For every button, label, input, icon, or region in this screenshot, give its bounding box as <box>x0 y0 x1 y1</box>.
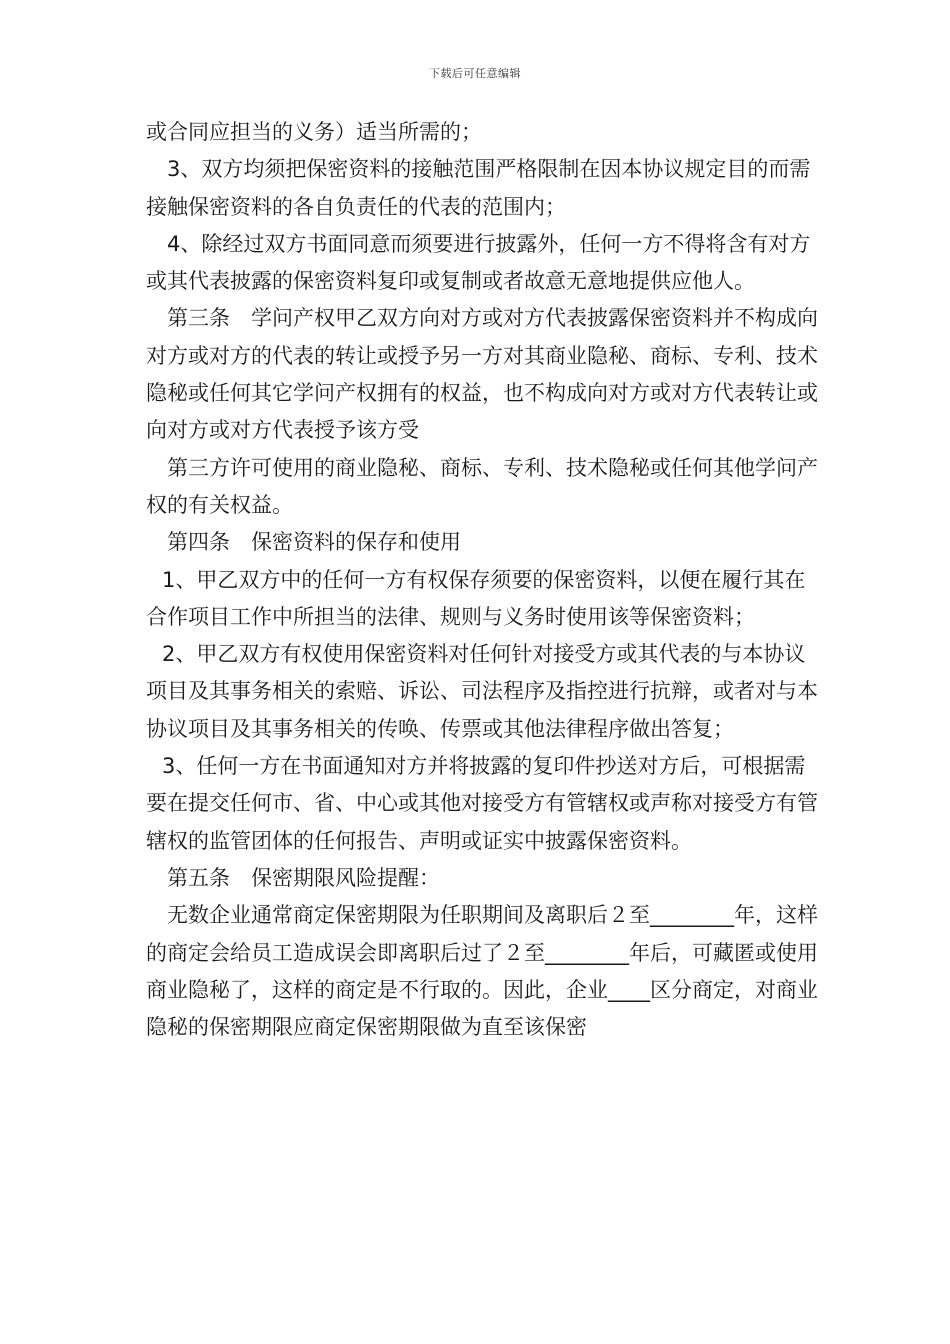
heading-article-4: 第四条 保密资料的保存和使用 <box>167 530 461 555</box>
page-header-note: 下载后可任意编辑 <box>429 67 521 80</box>
paragraph-article-3: 第三条 学问产权甲乙双方向对方或对方代表披露保密资料并不构成向对方或对方的代表的转让或授予另一方对其商业隐秘、商标、专利、技术隐秘或任何其它学问产权拥有的权益，也不构成向对方或对方代表转让或向对方或对方代表授予该方受 <box>146 306 818 443</box>
paragraph-article-4-item-3: 3、任何一方在书面通知对方并将披露的复印件抄送对方后，可根据需要在提交任何市、省、中心或其他对接受方有管辖权或声称对接受方有管辖权的监管团体的任何报告、声明或证实中披露保密资料。 <box>146 754 818 853</box>
paragraph-clause-4: 4、除经过双方书面同意而须要进行披露外，任何一方不得将含有对方或其代表披露的保密资料复印或复制或者故意无意地提供应他人。 <box>146 231 811 294</box>
paragraph-obligation-end: 或合同应担当的义务）适当所需的； <box>146 120 482 144</box>
paragraph-article-4-item-2: 2、甲乙双方有权使用保密资料对任何针对接受方或其代表的与本协议项目及其事务相关的索赔、诉讼、司法程序及指控进行抗辩，或者对与本协议项目及其事务相关的传唤、传票或其他法律程序做出答复； <box>146 642 818 741</box>
paragraph-article-4-item-1: 1、甲乙双方中的任何一方有权保存须要的保密资料，以便在履行其在合作项目工作中所担当的法律、规则与义务时使用该等保密资料； <box>146 567 806 629</box>
document-body <box>146 114 826 1046</box>
heading-article-5: 第五条 保密期限风险提醒： <box>167 865 440 890</box>
paragraph-article-3-continued: 第三方许可使用的商业隐秘、商标、专利、技术隐秘或任何其他学问产权的有关权益。 <box>146 455 818 517</box>
paragraph-article-5-body: 无数企业通常商定保密期限为任职期间及离职后２至________年，这样的商定会给员工造成误会即离职后过了２至________年后，可藏匿或使用商业隐秘了，这样的商定是不行取的。因此，企业____区分商定，对商业隐秘的保密期限应商定保密期限做为直至该保密 <box>146 903 818 1040</box>
paragraph-clause-3: 3、双方均须把保密资料的接触范围严格限制在因本协议规定目的而需接触保密资料的各自负责任的代表的范围内； <box>146 157 811 219</box>
